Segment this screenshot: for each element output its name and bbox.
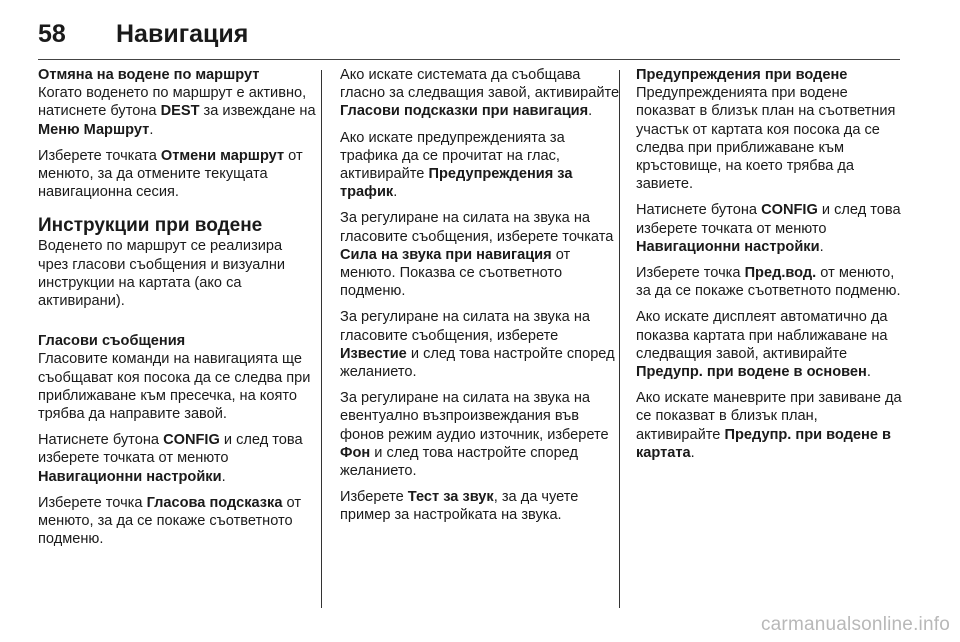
paragraph: Ако искате дисплеят автоматично да показва картата при наближаване на следващия завой, активирайте Предупр. при водене в основен. (636, 309, 888, 381)
section-heading-voice: Гласови съобщения (38, 333, 186, 350)
paragraph: Натиснете бутона CONFIG и след това изберете точката от менюто Навигационни настройки. (38, 432, 303, 485)
paragraph: За регулиране на силата на звука на гласовите съобщения, изберете Известие и след това настройте според желанието. (340, 309, 615, 381)
section-heading-guidance: Инструкции при водене (38, 215, 263, 237)
menu-route: Меню Маршрут (38, 121, 150, 138)
column-divider (321, 70, 322, 608)
menu-voice-prompt: Гласова подсказка (146, 494, 283, 511)
paragraph: Ако искате предупрежденията за трафика да се прочитат на глас, активирайте Предупреждения за трафик. (340, 129, 573, 201)
page-number: 58 (38, 20, 66, 48)
paragraph: Гласовите команди на навигацията ще съобщават коя посока да се следва при приближаване към пресечка, на която трябва да направите завой. (38, 351, 311, 423)
paragraph: Натиснете бутона CONFIG и след това изберете точката от менюто Навигационни настройки. (636, 202, 901, 255)
section-heading-guidance-warnings: Предупреждения при водене (636, 67, 848, 83)
key-dest: DEST (160, 103, 200, 120)
paragraph: Когато воденето по маршрут е активно, натиснете бутона DEST за извеждане на Меню Маршрут. (38, 85, 316, 138)
column-1 (38, 66, 316, 556)
section-heading-cancel-route: Отмяна на водене по маршрут (38, 67, 260, 83)
paragraph: Предупрежденията при водене показват в близък план на съответния участък от картата коя посока да се следва при приближаване към кръстовище, на което трябва да завиете. (636, 85, 896, 193)
header-divider (38, 59, 900, 60)
column-divider (619, 70, 620, 608)
paragraph: За регулиране на силата на звука на гласовите съобщения, изберете точката Сила на звука при навигация от менюто. Показва се съответното подменю. (340, 210, 614, 300)
column-2 (340, 66, 620, 533)
paragraph: Изберете точката Отмени маршрут от менюто, за да отмените текущата навигационна сесия. (38, 147, 303, 201)
paragraph: Изберете точка Пред.вод. от менюто, за да се покаже съответното подменю. (636, 265, 901, 300)
paragraph: Воденето по маршрут се реализира чрез гласови съобщения и визуални инструкции на картата (ако са активирани). (38, 238, 286, 310)
key-config: CONFIG (163, 432, 220, 449)
paragraph: Ако искате системата да съобщава гласно за следващия завой, активирайте Гласови подсказки при навигация. (340, 67, 620, 120)
paragraph: Изберете точка Гласова подсказка от менюто, за да се покаже съответното подменю. (38, 494, 302, 548)
paragraph: Изберете Тест за звук, за да чуете пример за настройката на звука. (340, 489, 579, 524)
watermark: carmanualsonline.info (760, 614, 950, 635)
menu-item-cancel-route: Отмени маршрут (160, 147, 285, 164)
menu-nav-settings: Навигационни настройки (38, 468, 222, 485)
paragraph: Ако искате маневрите при завиване да се показват в близък план, активирайте Предупр. при водене в картата. (636, 390, 902, 461)
paragraph: За регулиране на силата на звука на евентуално възпроизвеждания във фонов режим аудио източник, изберете Фон и след това настройте според желанието. (340, 390, 609, 480)
page-title: Навигация (116, 20, 249, 48)
column-3 (636, 66, 904, 470)
